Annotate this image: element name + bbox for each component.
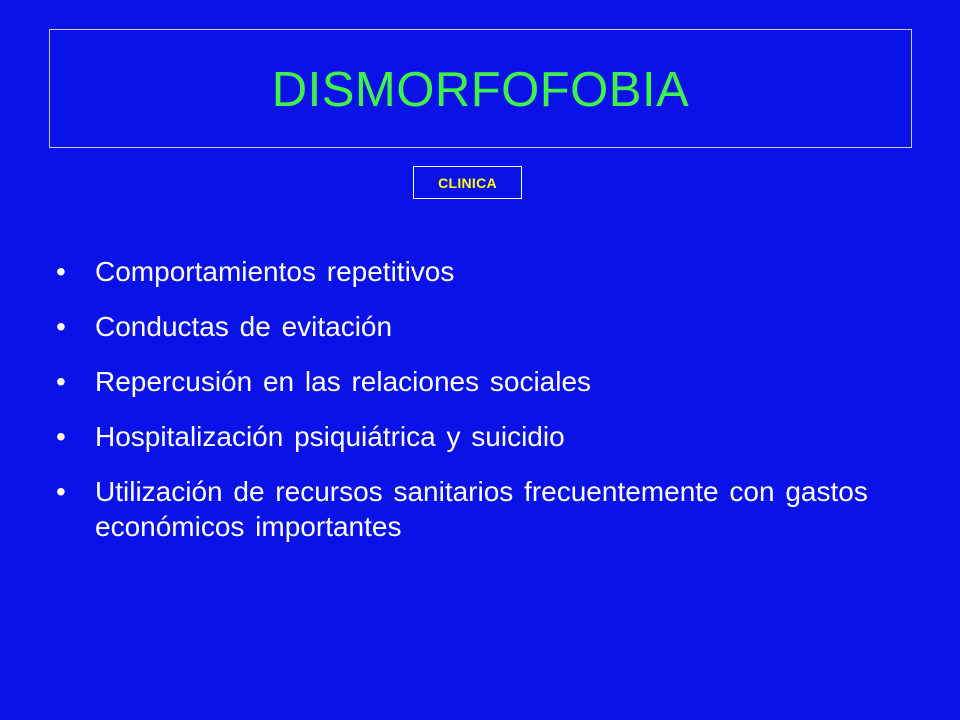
bullet-item — [56, 254, 916, 289]
bullet-text: Repercusión en las relaciones sociales — [95, 366, 592, 397]
bullet-item — [56, 474, 916, 544]
slide-title: DISMORFOFOBIA — [271, 63, 690, 117]
bullet-dot-icon: • — [56, 256, 66, 287]
bullet-item — [56, 309, 916, 344]
section-label: CLINICA — [438, 174, 497, 191]
bullet-text: Utilización de recursos sanitarios frecuentemente con gastos económicos importantes — [95, 476, 868, 542]
bullet-item — [56, 364, 916, 399]
bullet-dot-icon: • — [56, 421, 66, 452]
title-frame — [49, 29, 912, 148]
bullet-text: Comportamientos repetitivos — [95, 256, 455, 287]
bullet-dot-icon: • — [56, 366, 66, 397]
bullet-dot-icon: • — [56, 311, 66, 342]
bullet-dot-icon: • — [56, 476, 66, 507]
section-label-frame — [413, 166, 522, 199]
bullet-list — [56, 254, 916, 564]
bullet-text: Conductas de evitación — [95, 311, 393, 342]
bullet-text: Hospitalización psiquiátrica y suicidio — [95, 421, 565, 452]
bullet-item — [56, 419, 916, 454]
